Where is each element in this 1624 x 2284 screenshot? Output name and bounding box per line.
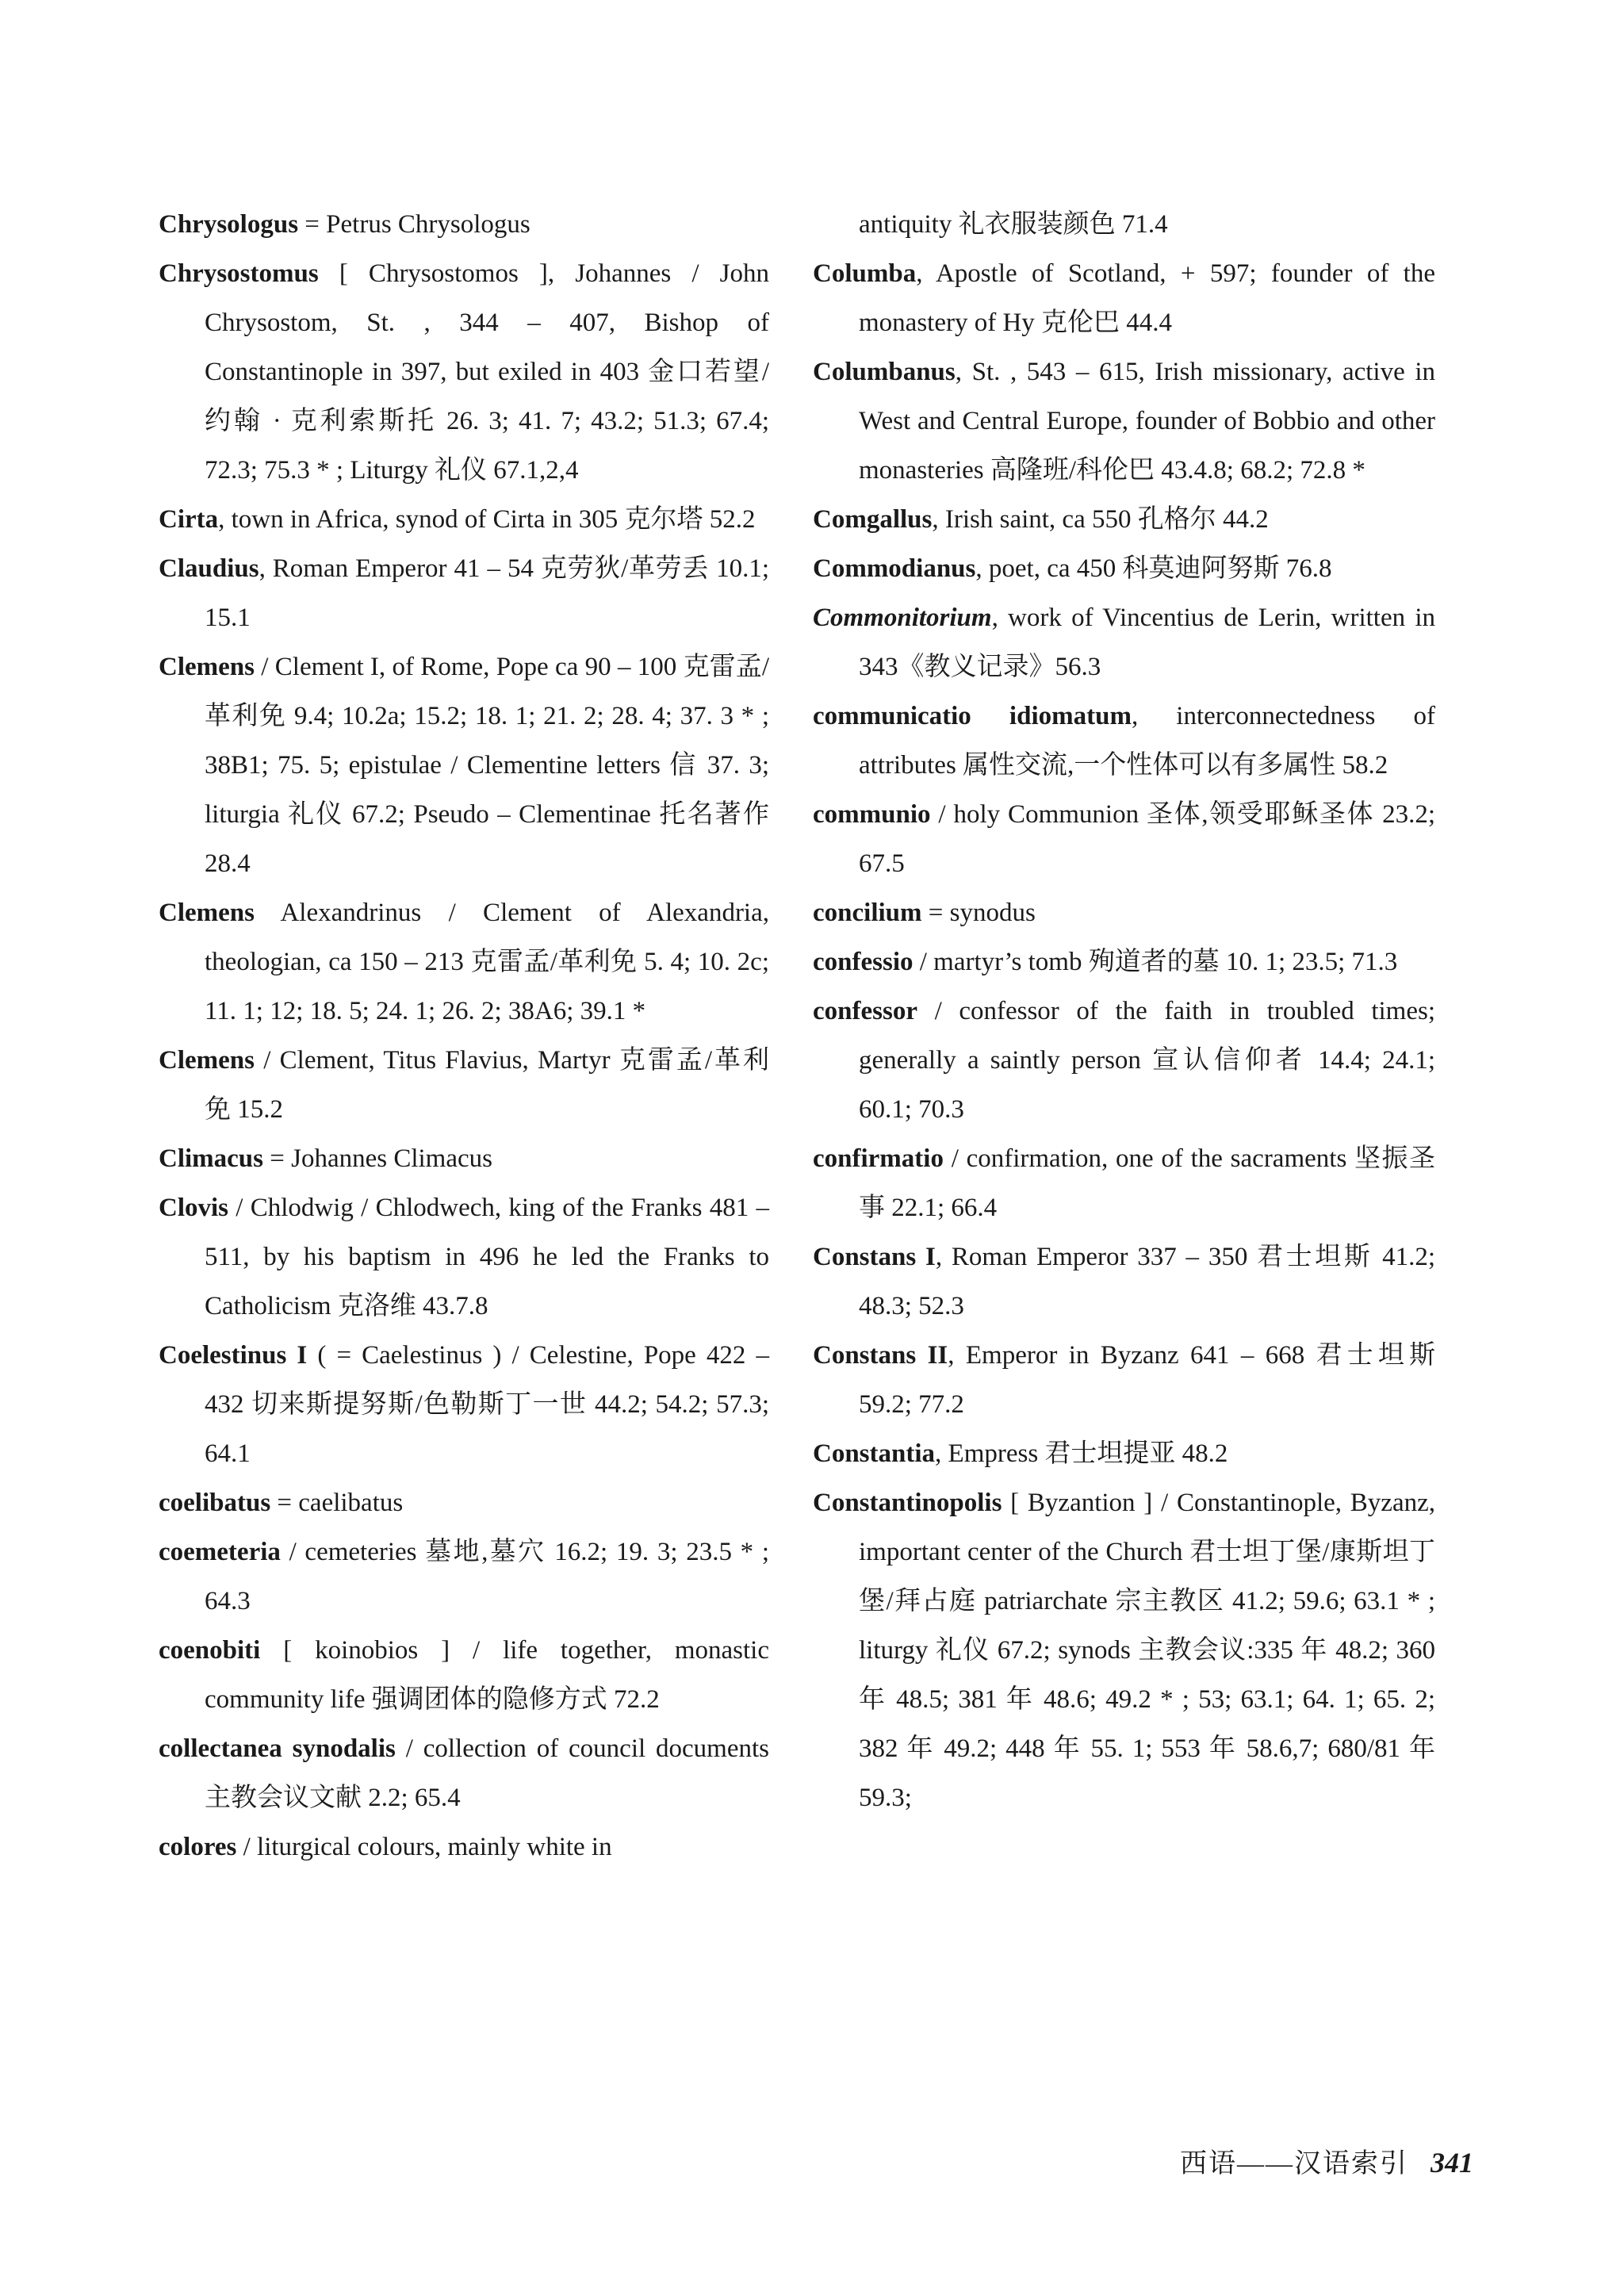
- entry-headword: Constans II: [813, 1341, 948, 1370]
- entry-headword: communio: [813, 800, 931, 829]
- index-entry: [159, 1626, 769, 1724]
- index-entry: [813, 1134, 1435, 1232]
- index-entry: [813, 544, 1435, 593]
- entry-text: = synodus: [921, 899, 1036, 927]
- entry-text: / Chlodwig / Chlodwech, king of the Franks 481 – 511, by his baptism in 496 he led the Franks to Catholicism 克洛维 43.7.8: [205, 1194, 769, 1320]
- entry-text: / collection of council documents 主教会议文献 2.2; 65.4: [205, 1734, 769, 1812]
- entry-text: [ Byzantion ] / Constantinople, Byzanz, important center of the Church 君士坦丁堡/康斯坦丁堡/拜占庭 patriarchate 宗主教区 41.2; 59.6; 63.1 * ; liturgy 礼仪 67.2; synods 主教会议:335 年 48.2; 360 年 48.5; 381 年 48.6; 49.2 * ; 53; 63.1; 64. 1; 65. 2; 382 年 49.2; 448 年 55. 1; 553 年 58.6,7; 680/81 年 59.3;: [859, 1489, 1435, 1812]
- index-entry: [813, 347, 1435, 495]
- entry-headword: Clemens: [159, 1046, 255, 1075]
- entry-text: = Johannes Climacus: [263, 1144, 492, 1173]
- entry-text: / martyr’s tomb 殉道者的墓 10. 1; 23.5; 71.3: [913, 948, 1398, 976]
- index-entry: [159, 642, 769, 888]
- index-entry: [159, 1331, 769, 1478]
- entry-text: / cemeteries 墓地,墓穴 16.2; 19. 3; 23.5 * ; 64.3: [205, 1538, 769, 1615]
- index-entry: [813, 200, 1435, 249]
- index-entry: [813, 249, 1435, 347]
- entry-text: , Empress 君士坦提亚 48.2: [935, 1439, 1228, 1468]
- index-entry: [159, 1822, 769, 1872]
- entry-text: Alexandrinus / Clement of Alexandria, theologian, ca 150 – 213 克雷孟/革利免 5. 4; 10. 2c; 11. 1; 12; 18. 5; 24. 1; 26. 2; 38A6; 39.1 *: [205, 899, 769, 1025]
- entry-headword: confessio: [813, 948, 914, 976]
- entry-text: [ koinobios ] / life together, monastic community life 强调团体的隐修方式 72.2: [205, 1636, 769, 1714]
- entry-text: , Apostle of Scotland, + 597; founder of the monastery of Hy 克伦巴 44.4: [859, 259, 1435, 337]
- entry-headword: Commodianus: [813, 554, 976, 583]
- entry-headword: Commonitorium: [813, 604, 992, 632]
- index-entry: [813, 790, 1435, 888]
- entry-headword: Clovis: [159, 1194, 229, 1222]
- index-entry: [159, 1724, 769, 1822]
- index-entry: [813, 1232, 1435, 1331]
- index-entry: [159, 1134, 769, 1183]
- entry-headword: Clemens: [159, 653, 255, 681]
- entry-text: ( = Caelestinus ) / Celestine, Pope 422 – 432 切来斯提努斯/色勒斯丁一世 44.2; 54.2; 57.3; 64.1: [205, 1341, 770, 1468]
- index-entry: [159, 1478, 769, 1527]
- left-column: [159, 200, 769, 1872]
- index-entry: [159, 888, 769, 1036]
- entry-headword: Cirta: [159, 505, 219, 534]
- index-entry: [159, 249, 769, 495]
- index-entry: [159, 495, 769, 544]
- entry-text: , work of Vincentius de Lerin, written in 343《教义记录》56.3: [859, 604, 1435, 681]
- index-entry: [813, 1331, 1435, 1429]
- entry-text: , interconnectedness of attributes 属性交流,一个性体可以有多属性 58.2: [859, 702, 1435, 780]
- index-entry: [813, 692, 1435, 790]
- entry-text: antiquity 礼衣服装颜色 71.4: [859, 210, 1168, 239]
- entry-text: , town in Africa, synod of Cirta in 305 克尔塔 52.2: [218, 505, 756, 534]
- entry-text: , St. , 543 – 615, Irish missionary, active in West and Central Europe, founder of Bobbio and other monasteries 高隆班/科伦巴 43.4.8; 68.2; 72.8 *: [859, 358, 1435, 485]
- entry-headword: Chrysostomus: [159, 259, 319, 288]
- index-entry: [813, 888, 1435, 937]
- entry-headword: Coelestinus I: [159, 1341, 308, 1370]
- index-entry: [159, 200, 769, 249]
- entry-headword: Claudius: [159, 554, 259, 583]
- entry-headword: Columbanus: [813, 358, 956, 386]
- entry-headword: Comgallus: [813, 505, 933, 534]
- entry-headword: communicatio idiomatum: [813, 702, 1132, 730]
- entry-text: , Roman Emperor 41 – 54 克劳狄/革劳丢 10.1; 15.1: [205, 554, 769, 632]
- entry-headword: Constantinopolis: [813, 1489, 1002, 1517]
- entry-headword: collectanea synodalis: [159, 1734, 396, 1763]
- entry-headword: Constantia: [813, 1439, 936, 1468]
- entry-headword: Clemens: [159, 899, 255, 927]
- right-column: [813, 200, 1435, 1822]
- entry-headword: Columba: [813, 259, 917, 288]
- entry-text: / confirmation, one of the sacraments 坚振圣事 22.1; 66.4: [859, 1144, 1435, 1222]
- entry-text: / Clement, Titus Flavius, Martyr 克雷孟/革利免 15.2: [205, 1046, 769, 1124]
- entry-text: = caelibatus: [270, 1489, 404, 1517]
- entry-text: / holy Communion 圣体,领受耶稣圣体 23.2; 67.5: [859, 800, 1435, 878]
- index-entry: [159, 1183, 769, 1331]
- entry-text: / Clement I, of Rome, Pope ca 90 – 100 克雷孟/革利免 9.4; 10.2a; 15.2; 18. 1; 21. 2; 28. 4; 37. 3 * ; 38B1; 75. 5; epistulae / Clementine letters 信 37. 3; liturgia 礼仪 67.2; Pseudo – Clementinae 托名著作 28.4: [205, 653, 769, 878]
- entry-text: , poet, ca 450 科莫迪阿努斯 76.8: [975, 554, 1332, 583]
- index-entry: [159, 1036, 769, 1134]
- index-entry: [813, 1429, 1435, 1478]
- page-number: 341: [1431, 2147, 1473, 2179]
- entry-text: [ Chrysostomos ], Johannes / John Chrysostom, St. , 344 – 407, Bishop of Constantinople in 397, but exiled in 403 金口若望/约翰 · 克利索斯托 26. 3; 41. 7; 43.2; 51.3; 67.4; 72.3; 75.3 * ; Liturgy 礼仪 67.1,2,4: [205, 259, 769, 485]
- entry-headword: Chrysologus: [159, 210, 299, 239]
- entry-headword: coelibatus: [159, 1489, 271, 1517]
- entry-headword: confessor: [813, 997, 917, 1025]
- entry-text: , Roman Emperor 337 – 350 君士坦斯 41.2; 48.3; 52.3: [859, 1243, 1435, 1320]
- entry-headword: coemeteria: [159, 1538, 281, 1566]
- section-title: 西语——汉语索引: [1180, 2149, 1408, 2179]
- entry-headword: colores: [159, 1833, 237, 1861]
- index-entry: [813, 1478, 1435, 1822]
- entry-headword: Climacus: [159, 1144, 263, 1173]
- entry-headword: Constans I: [813, 1243, 936, 1271]
- entry-text: = Petrus Chrysologus: [298, 210, 530, 239]
- page-footer: [1180, 2141, 1473, 2180]
- index-entry: [159, 1527, 769, 1626]
- entry-text: , Emperor in Byzanz 641 – 668 君士坦斯 59.2; 77.2: [859, 1341, 1435, 1419]
- entry-headword: confirmatio: [813, 1144, 944, 1173]
- entry-text: / liturgical colours, mainly white in: [236, 1833, 612, 1861]
- index-entry: [813, 593, 1435, 692]
- index-entry: [813, 987, 1435, 1134]
- entry-headword: coenobiti: [159, 1636, 261, 1665]
- entry-text: / confessor of the faith in troubled times; generally a saintly person 宣认信仰者 14.4; 24.1; 60.1; 70.3: [859, 997, 1435, 1124]
- entry-headword: concilium: [813, 899, 922, 927]
- entry-text: , Irish saint, ca 550 孔格尔 44.2: [932, 505, 1269, 534]
- index-entry: [813, 937, 1435, 987]
- index-entry: [813, 495, 1435, 544]
- index-entry: [159, 544, 769, 642]
